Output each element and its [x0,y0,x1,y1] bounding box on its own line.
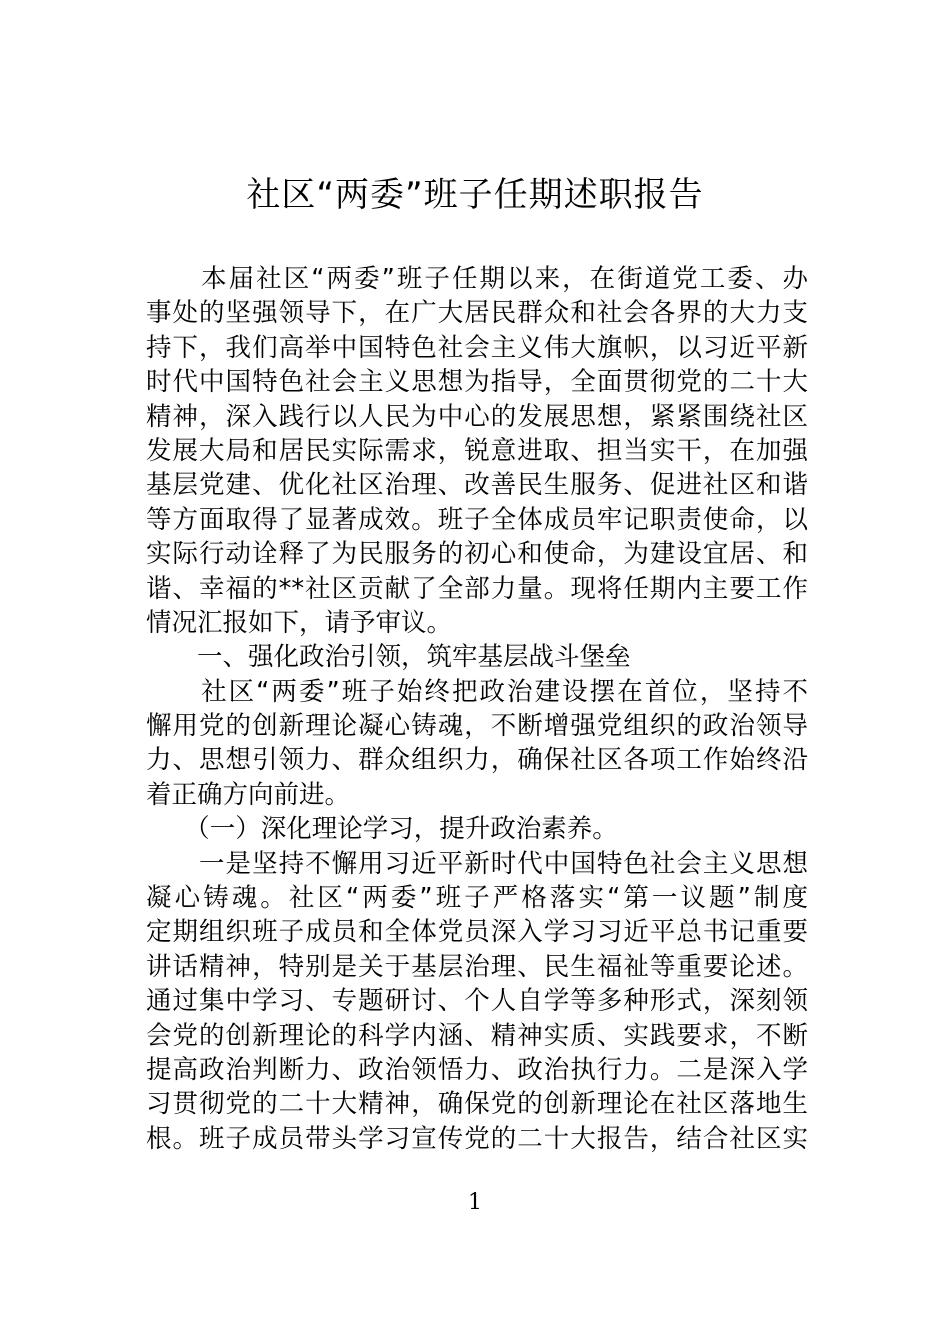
body-line: 精神，深入践行以人民为中心的发展思想，紧紧围绕社区 [146,401,808,432]
body-line: 基层党建、优化社区治理、改善民生服务、促进社区和谐 [146,470,808,501]
body-line: 会党的创新理论的科学内涵、精神实质、实践要求，不断 [146,1020,808,1051]
subsection-heading: （一）深化理论学习，提升政治素养。 [146,814,618,845]
body-line: 根。班子成员带头学习宣传党的二十大报告，结合社区实 [146,1123,808,1154]
body-line: 着正确方向前进。 [146,779,351,810]
section-heading: 一、强化政治引领，筑牢基层战斗堡垒 [146,642,631,673]
body-line: 等方面取得了显著成效。班子全体成员牢记职责使命，以 [146,504,808,535]
body-line: 凝心铸魂。社区“两委”班子严格落实“第一议题”制度 [146,883,808,914]
page-number: 1 [468,1190,482,1215]
body-line: 持下，我们高举中国特色社会主义伟大旗帜，以习近平新 [146,332,808,363]
body-line: 社区“两委”班子始终把政治建设摆在首位，坚持不 [146,676,808,707]
body-line: 讲话精神，特别是关于基层治理、民生福祉等重要论述。 [146,951,808,982]
body-line: 谐、幸福的**社区贡献了全部力量。现将任期内主要工作 [146,573,808,604]
body-line: 通过集中学习、专题研讨、个人自学等多种形式，深刻领 [146,986,808,1017]
document-title: 社区“两委”班子任期述职报告 [246,175,704,215]
body-line: 事处的坚强领导下，在广大居民群众和社会各界的大力支 [146,298,808,329]
body-line: 提高政治判断力、政治领悟力、政治执行力。二是深入学 [146,1054,808,1085]
body-line: 力、思想引领力、群众组织力，确保社区各项工作始终沿 [146,745,808,776]
body-line: 本届社区“两委”班子任期以来，在街道党工委、办 [146,264,808,294]
body-line: 时代中国特色社会主义思想为指导，全面贯彻党的二十大 [146,367,808,398]
body-line: 懈用党的创新理论凝心铸魂，不断增强党组织的政治领导 [146,711,808,742]
body-line: 情况汇报如下，请予审议。 [146,607,453,638]
document-body [146,262,808,1156]
body-line: 发展大局和居民实际需求，锐意进取、担当实干，在加强 [146,435,808,466]
body-line: 实际行动诠释了为民服务的初心和使命，为建设宜居、和 [146,539,808,570]
body-line: 习贯彻党的二十大精神，确保党的创新理论在社区落地生 [146,1089,808,1120]
body-line: 一是坚持不懈用习近平新时代中国特色社会主义思想 [146,848,808,879]
body-line: 定期组织班子成员和全体党员深入学习习近平总书记重要 [146,917,808,948]
